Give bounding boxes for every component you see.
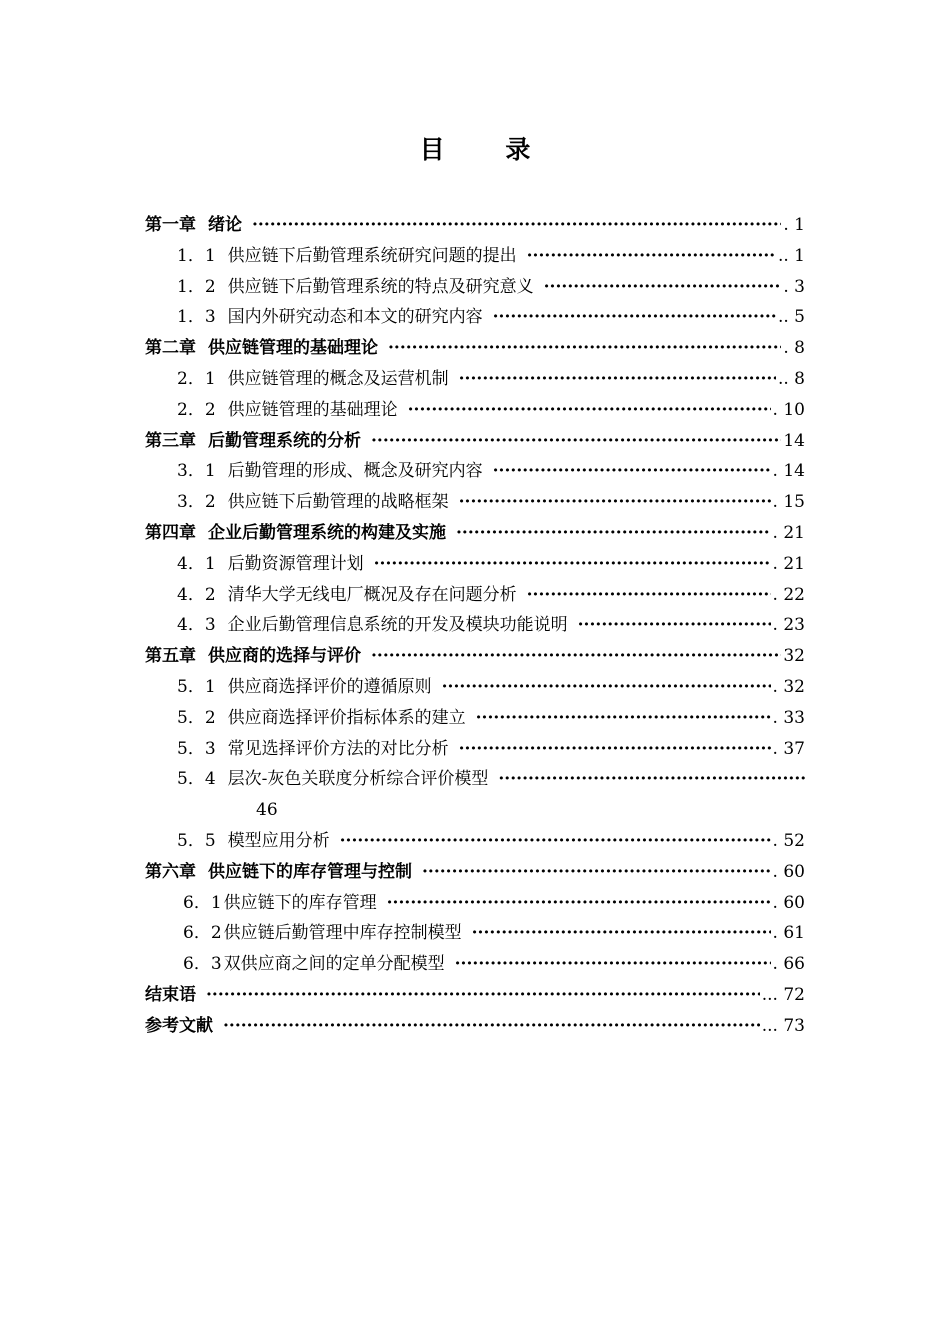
- toc-entry-title: 供应链下的库存管理与控制: [208, 861, 412, 882]
- toc-entry-page: . 8: [783, 338, 805, 359]
- toc-entry-page: . 23: [772, 615, 805, 636]
- toc-entry-page: . 61: [772, 923, 805, 944]
- toc-entry-title: 模型应用分析: [227, 830, 330, 851]
- toc-leader-dots: [223, 1011, 760, 1042]
- toc-leader-dots: [493, 302, 776, 333]
- toc-section-entry[interactable]: [145, 888, 805, 919]
- toc-leader-dots: [459, 364, 776, 395]
- toc-section-entry[interactable]: [145, 734, 805, 765]
- toc-leader-dots: [456, 518, 771, 549]
- toc-entry-page: . 32: [772, 676, 805, 697]
- page-title: 目 录: [419, 135, 557, 164]
- toc-section-entry[interactable]: [145, 764, 805, 795]
- toc-entry-page: . 33: [772, 707, 805, 728]
- toc-leader-dots: [459, 487, 771, 518]
- toc-section-entry[interactable]: [145, 487, 805, 518]
- toc-chapter-entry[interactable]: [145, 980, 805, 1011]
- toc-entry-title: 清华大学无线电厂概况及存在问题分析: [227, 584, 517, 605]
- toc-entry-page: . 60: [772, 892, 805, 913]
- toc-entry-page: . 21: [772, 553, 805, 574]
- toc-entry-number: 第一章: [145, 215, 196, 235]
- toc-entry-title: 绪论: [208, 215, 242, 235]
- toc-entry-title: 供应链管理的基础理论: [227, 399, 398, 420]
- toc-entry-page: . 52: [772, 830, 805, 851]
- toc-entry-title: 供应商的选择与评价: [208, 646, 361, 667]
- toc-entry-title: 供应链管理的基础理论: [208, 338, 378, 359]
- toc-section-entry[interactable]: [145, 364, 805, 395]
- toc-entry-title: 参考文献: [145, 1015, 213, 1036]
- toc-entry-number: 1．1: [177, 245, 216, 266]
- toc-entry-page: .. 8: [777, 368, 805, 389]
- toc-entry-number: 第六章: [145, 861, 196, 882]
- toc-entry-number: 4．3: [177, 615, 216, 636]
- toc-entry-page: . 15: [772, 492, 805, 513]
- toc-entry-number: 1．2: [177, 276, 216, 297]
- toc-entry-number: 6．2: [183, 923, 222, 944]
- toc-section-entry[interactable]: [145, 302, 805, 333]
- toc-entry-title: 供应链管理的概念及运营机制: [227, 368, 449, 389]
- toc-entry-title: 常见选择评价方法的对比分析: [227, 738, 449, 759]
- toc-entry-number: 1．3: [177, 307, 216, 328]
- toc-entry-page: . 22: [772, 584, 805, 605]
- toc-entry-number: 第四章: [145, 522, 196, 543]
- toc-entry-title: 供应商选择评价指标体系的建立: [227, 707, 466, 728]
- toc-leader-dots: [340, 826, 771, 857]
- toc-chapter-entry[interactable]: [145, 210, 805, 241]
- toc-chapter-entry[interactable]: [145, 333, 805, 364]
- toc-leader-dots: [527, 241, 776, 272]
- toc-section-entry[interactable]: [145, 703, 805, 734]
- toc-section-entry[interactable]: [145, 949, 805, 980]
- toc-chapter-entry[interactable]: [145, 518, 805, 549]
- toc-entry-number: 6．3: [183, 954, 222, 975]
- toc-leader-dots: [387, 888, 771, 919]
- toc-entry-title: 供应链下后勤管理系统的特点及研究意义: [227, 276, 534, 297]
- toc-leader-dots: [476, 703, 771, 734]
- toc-entry-page: ... 73: [761, 1015, 805, 1036]
- toc-entry-number: 5．3: [177, 738, 216, 759]
- toc-entry-page: . 1: [783, 215, 805, 235]
- toc-leader-dots: [455, 949, 771, 980]
- toc-entry-page: . 10: [772, 399, 805, 420]
- toc-chapter-entry[interactable]: [145, 641, 805, 672]
- toc-entry-title: 后勤资源管理计划: [227, 553, 364, 574]
- toc-entry-title: 结束语: [145, 984, 196, 1005]
- toc-section-entry[interactable]: [145, 395, 805, 426]
- toc-section-entry[interactable]: [145, 672, 805, 703]
- toc-leader-dots: [408, 395, 771, 426]
- toc-entry-title: 后勤管理系统的分析: [208, 430, 361, 451]
- toc-entry-number: 3．2: [177, 492, 216, 513]
- toc-entry-page: . 3: [783, 276, 805, 297]
- toc-leader-dots: [374, 549, 771, 580]
- toc-entry-number: 6．1: [183, 892, 222, 913]
- toc-section-entry[interactable]: [145, 918, 805, 949]
- toc-entry-number: 5．2: [177, 707, 216, 728]
- toc-entry-page: . 21: [772, 522, 805, 543]
- toc-entry-number: 4．1: [177, 553, 216, 574]
- toc-leader-dots: [472, 918, 771, 949]
- toc-entry-title: 企业后勤管理系统的构建及实施: [208, 522, 446, 543]
- toc-entry-page: . 37: [772, 738, 805, 759]
- toc-section-entry[interactable]: [145, 549, 805, 580]
- toc-leader-dots: [498, 764, 805, 795]
- toc-leader-dots: [422, 857, 771, 888]
- toc-section-entry[interactable]: [145, 580, 805, 611]
- toc-chapter-entry[interactable]: [145, 857, 805, 888]
- toc-leader-dots: [493, 456, 771, 487]
- toc-section-entry[interactable]: [145, 826, 805, 857]
- toc-entry-title: 供应链下后勤管理的战略框架: [227, 492, 449, 513]
- toc-entry-title: 供应链下后勤管理系统研究问题的提出: [227, 245, 517, 266]
- toc-leader-dots: [459, 734, 771, 765]
- toc-entry-page: .. 1: [777, 245, 805, 266]
- toc-chapter-entry[interactable]: [145, 1011, 805, 1042]
- toc-leader-dots: [388, 333, 781, 364]
- table-of-contents: [145, 210, 805, 1042]
- toc-entry-page-wrapped: 46: [256, 800, 278, 821]
- toc-entry-title: 后勤管理的形成、概念及研究内容: [227, 461, 483, 482]
- toc-entry-number: 4．2: [177, 584, 216, 605]
- toc-entry-title: 企业后勤管理信息系统的开发及模块功能说明: [227, 615, 568, 636]
- toc-section-entry[interactable]: [145, 241, 805, 272]
- toc-entry-page: . 66: [772, 954, 805, 975]
- toc-leader-dots: [371, 641, 781, 672]
- toc-entry-page: . 14: [772, 461, 805, 482]
- toc-entry-number: 第三章: [145, 430, 196, 451]
- toc-section-entry[interactable]: [145, 610, 805, 641]
- toc-section-entry[interactable]: [145, 456, 805, 487]
- toc-entry-number: 第二章: [145, 338, 196, 359]
- toc-entry-number: 5．1: [177, 676, 216, 697]
- toc-section-entry[interactable]: [145, 272, 805, 303]
- toc-entry-page: 32: [783, 646, 805, 667]
- toc-entry-page: 14: [783, 430, 805, 451]
- toc-entry-number: 5．4: [177, 769, 216, 790]
- toc-entry-number: 5．5: [177, 830, 216, 851]
- toc-leader-dots: [371, 426, 781, 457]
- toc-entry-title: 国内外研究动态和本文的研究内容: [227, 307, 483, 328]
- toc-entry-page: .. 5: [777, 307, 805, 328]
- toc-entry-number: 第五章: [145, 646, 196, 667]
- toc-entry-title: 层次-灰色关联度分析综合评价模型: [227, 769, 489, 790]
- toc-entry-number: 2．2: [177, 399, 216, 420]
- toc-chapter-entry[interactable]: [145, 426, 805, 457]
- toc-leader-dots: [544, 272, 782, 303]
- toc-entry-title: 供应链下的库存管理: [223, 892, 377, 913]
- toc-leader-dots: [206, 980, 760, 1011]
- toc-entry-number: 3．1: [177, 461, 216, 482]
- toc-entry-title: 双供应商之间的定单分配模型: [223, 954, 445, 975]
- toc-entry-page: . 60: [772, 861, 805, 882]
- toc-entry-number: 2．1: [177, 368, 216, 389]
- toc-entry-page: ... 72: [761, 984, 805, 1005]
- toc-leader-dots: [578, 610, 771, 641]
- toc-leader-dots: [527, 580, 771, 611]
- toc-leader-dots: [442, 672, 771, 703]
- toc-entry-title: 供应商选择评价的遵循原则: [227, 676, 432, 697]
- toc-entry-title: 供应链后勤管理中库存控制模型: [223, 923, 462, 944]
- toc-leader-dots: [252, 210, 781, 241]
